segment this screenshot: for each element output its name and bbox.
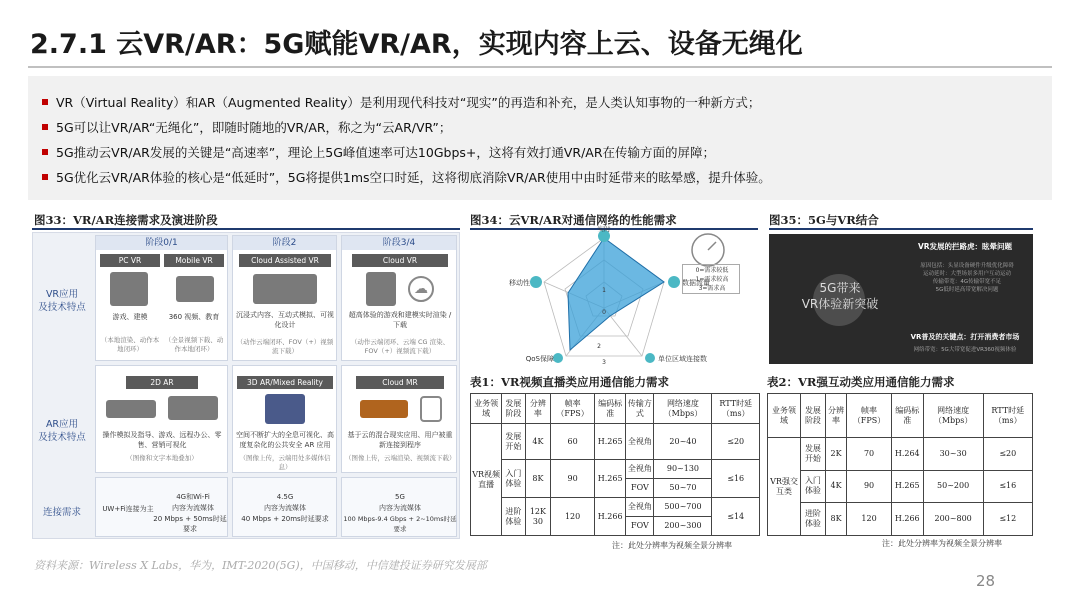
stage-panel: 阶段0/1 PC VR Mobile VR 游戏、建模 360 视频、教育 （本地渲染、动作本地闭环） （全景视频下载、动作本地闭环） xyxy=(95,235,228,361)
pc-vr-image xyxy=(110,272,148,306)
cloud-vr-user-image xyxy=(366,272,396,306)
stage-panel: 阶段2 Cloud Assisted VR 沉浸式内容、互动式模拟、可视化设计 （动作云端闭环、FOV（+）视频流下载） xyxy=(232,235,337,361)
mobile-vr-image xyxy=(176,276,214,302)
bullet-icon xyxy=(42,99,48,105)
vr-ar-stage-diagram xyxy=(32,232,460,539)
row-label-conn: 连接需求 xyxy=(42,507,81,518)
tech-tag: Cloud Assisted VR xyxy=(239,254,331,267)
5g-vr-center-text: 5G带来 VR体验新突破 xyxy=(801,281,879,311)
table-row: 入门体验 8K 90 H.265 全视角 90~130 ≤16 xyxy=(471,460,760,479)
bullet-item: 5G优化云VR/AR体验的核心是“低延时”，5G将提供1ms空口时延，这将彻底消除VR/AR使用中由时延带来的眩晕感，提升体验。 xyxy=(40,165,1040,190)
mobility-icon xyxy=(530,276,542,288)
vr-live-table: 业务领域 发展阶段 分辨率 帧率（FPS） 编码标准 传输方式 网络速度（Mbps） RTT时延（ms） VR视频直播 发展开始 4K 60 H.265 全视角 20~40 ≤20 入门体验 8K 90 H.265 全视角 90~130 ≤16 FOV 50~70 进阶体验 12K 30 120 H.266 全视角 500~700 ≤14 FOV 200~300 xyxy=(470,393,760,536)
source-note: 资料来源：Wireless X Labs，华为，IMT-2020(5G)，中国移动，中信建投证券研究发展部 xyxy=(34,559,487,572)
stage-label: 阶段2 xyxy=(233,236,336,250)
hololens-image xyxy=(265,394,305,424)
row-label-vr: VR应用 及技术特点 xyxy=(38,289,86,313)
bullet-item: 5G可以让VR/AR“无绳化”，即随时随地的VR/AR，称之为“云AR/VR”； xyxy=(40,115,1040,140)
bullet-item: VR（Virtual Reality）和AR（Augmented Reality）是利用现代科技对“现实”的再造和补充，是人类认知事物的一种新方式； xyxy=(40,90,1040,115)
conn-panel: 4.5G 内容为流媒体 40 Mbps + 20ms时延要求 xyxy=(232,477,337,537)
performance-radar: 实时 数据流量 单位区域连接数 QoS保障 移动性 0 1 2 3 0=需求较低 1=需求较高 3=需求高 xyxy=(470,230,758,370)
vr-interactive-table: 业务领域 发展阶段 分辨率 帧率（FPS） 编码标准 网络速度（Mbps） RTT时延（ms） VR强交互类 发展开始 2K 70 H.264 30~30 ≤20 入门体验 4K 90 H.265 50~200 ≤16 进阶体验 8K 120 H.266 200~800 ≤12 xyxy=(767,393,1033,536)
table-row: VR强交互类 发展开始 2K 70 H.264 30~30 ≤20 xyxy=(768,438,1033,471)
stage-label: 阶段3/4 xyxy=(342,236,456,250)
page-title: 2.7.1 云VR/AR：5G赋能VR/AR，实现内容上云、设备无绳化 xyxy=(30,29,803,60)
conn-panel: 5G 内容为流媒体 100 Mbps-9.4 Gbps + 2~10ms时延要求 xyxy=(341,477,457,537)
title-divider xyxy=(28,66,1052,68)
fig34-caption: 图34：云VR/AR对通信网络的性能需求 xyxy=(470,213,677,227)
stage-panel: 阶段3/4 Cloud VR ☁ 超高体验的游戏和建模实时渲染 / 下载 （动作云端闭环、云端 CG 渲染、FOV（+）视频流下载） xyxy=(341,235,457,361)
table-row: 进阶体验 8K 120 H.266 200~800 ≤12 xyxy=(768,503,1033,536)
bullet-icon xyxy=(42,174,48,180)
table-row: 入门体验 4K 90 H.265 50~200 ≤16 xyxy=(768,470,1033,503)
tech-tag: Cloud VR xyxy=(352,254,448,267)
conn-panel: UW+Fi连接为主 4G和Wi-Fi 内容为流媒体 20 Mbps + 50ms时延要求 xyxy=(95,477,228,537)
table2-caption: 表2：VR强互动类应用通信能力需求 xyxy=(767,375,955,389)
table1-note: 注：此处分辨率为视频全景分辨率 xyxy=(612,541,732,550)
bullet-icon xyxy=(42,124,48,130)
headset-image xyxy=(253,274,317,304)
radar-legend: 0=需求较低 1=需求较高 3=需求高 xyxy=(682,264,740,294)
ar-panel: Cloud MR 基于云的混合现实应用、用户被重新连接到程序 （图像上传，云端渲染、视频流下载） xyxy=(341,365,457,473)
tech-tag: Mobile VR xyxy=(164,254,224,267)
stage-label: 阶段0/1 xyxy=(96,236,227,250)
tech-tag: 3D AR/Mixed Reality xyxy=(237,376,333,389)
bullet-icon xyxy=(42,149,48,155)
ar-glasses-image xyxy=(106,400,156,418)
qos-icon xyxy=(553,353,563,363)
page-number: 28 xyxy=(976,572,996,590)
radar-area xyxy=(568,238,664,350)
ar-panel: 3D AR/Mixed Reality 空间不断扩大的全息可视化、高度复杂化的公共安全 AR 应用 （图像上传，云端用处多媒体信息） xyxy=(232,365,337,473)
ar-goggles-image xyxy=(168,396,218,420)
tech-tag: Cloud MR xyxy=(356,376,444,389)
table-row: 进阶体验 12K 30 120 H.266 全视角 500~700 ≤14 xyxy=(471,498,760,517)
tech-tag: PC VR xyxy=(100,254,160,267)
tech-tag: 2D AR xyxy=(126,376,198,389)
fig35-rule xyxy=(769,228,1033,230)
table-row: FOV 200~300 xyxy=(471,517,760,536)
table-row: VR视频直播 发展开始 4K 60 H.265 全视角 20~40 ≤20 xyxy=(471,424,760,460)
cloud-download-icon: ☁ xyxy=(408,276,434,302)
table-row: FOV 50~70 xyxy=(471,479,760,498)
area-icon xyxy=(645,353,655,363)
bullet-item: 5G推动云VR/AR发展的关键是“高速率”，理论上5G峰值速率可达10Gbps+，这将有效打通VR/AR在传输方面的屏障； xyxy=(40,140,1040,165)
fig35-caption: 图35：5G与VR结合 xyxy=(769,213,879,227)
ar-panel: 2D AR 操作模拟及指导、游戏、远程办公、零售、营销可视化 （图像和文字本地叠加） xyxy=(95,365,228,473)
5g-vr-image: VR发展的拦路虎：眩晕问题 原因包括：头显设备硬件升级优化障碍 运动延时：大型场景多用户互动运动 传输带宽：4G传输带宽不足 5G低时延高带宽解决问题 5G带来 VR体验新突破 VR普及的关键点：打开消费者市场 网络带宽：5G大带宽促进VR360视频体验 xyxy=(769,234,1033,364)
fig33-caption: 图33：VR/AR连接需求及演进阶段 xyxy=(34,213,218,227)
table2-note: 注：此处分辨率为视频全景分辨率 xyxy=(882,539,1002,548)
bullet-box xyxy=(28,76,1052,200)
table1-caption: 表1：VR视频直播类应用通信能力需求 xyxy=(470,375,669,389)
device-icon xyxy=(420,396,442,422)
mr-glasses-image xyxy=(360,400,408,418)
fig33-rule xyxy=(32,228,460,230)
data-icon xyxy=(668,276,680,288)
row-label-ar: AR应用 及技术特点 xyxy=(38,419,86,443)
